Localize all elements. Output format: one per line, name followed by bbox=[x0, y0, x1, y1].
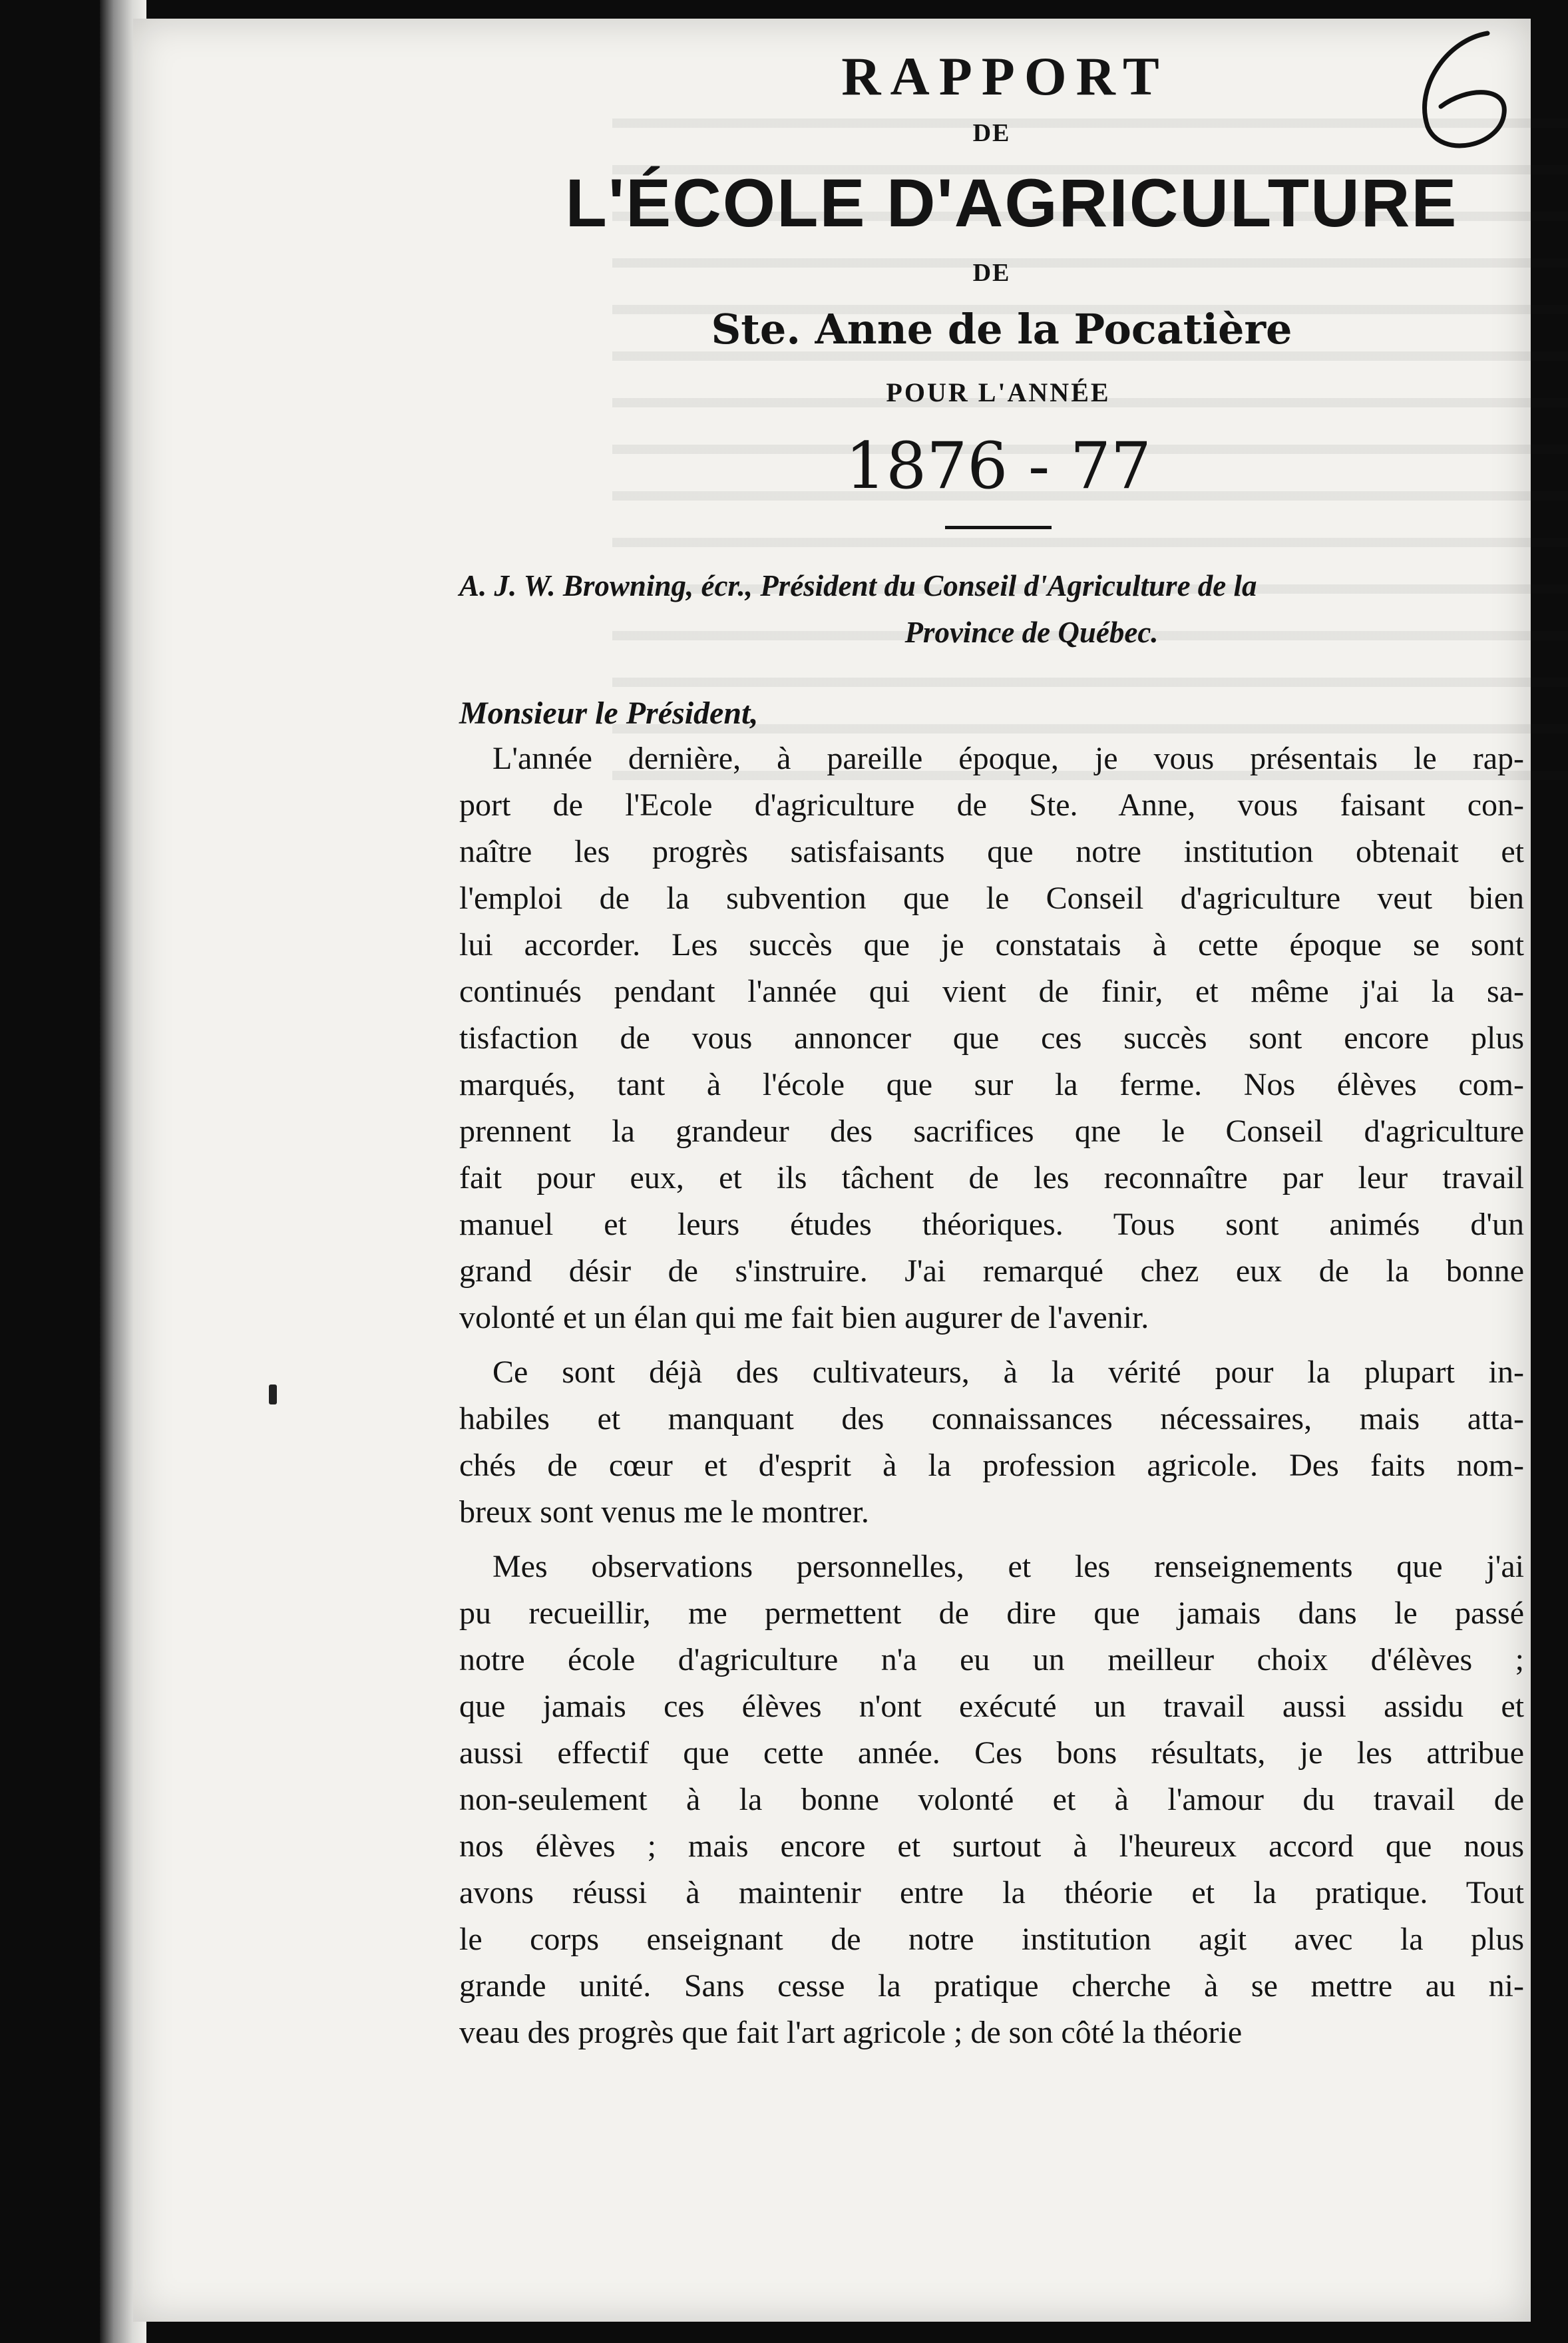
paragraph-line: port de l'Ecole d'agriculture de Ste. Anne, vous faisant con- bbox=[459, 787, 1524, 823]
addressee-line-1: A. J. W. Browning, écr., Président du Conseil d'Agriculture de la bbox=[459, 569, 1257, 602]
salutation: Monsieur le Président, bbox=[459, 696, 759, 731]
title-de-1: DE bbox=[972, 119, 1011, 147]
title-de-2: DE bbox=[972, 259, 1011, 287]
paragraph-line: continués pendant l'année qui vient de finir, et même j'ai la sa- bbox=[459, 974, 1524, 1009]
paragraph-line: L'année dernière, à pareille époque, je vous présentais le rap- bbox=[492, 741, 1524, 776]
title-ecole: L'ÉCOLE D'AGRICULTURE bbox=[565, 165, 1458, 241]
paragraph bbox=[459, 736, 1524, 1341]
paragraph-line: nos élèves ; mais encore et surtout à l'heureux accord que nous bbox=[459, 1828, 1524, 1864]
paragraph-line: notre école d'agriculture n'a eu un meilleur choix d'élèves ; bbox=[459, 1642, 1524, 1677]
paragraph-line: naître les progrès satisfaisants que notre institution obtenait et bbox=[459, 834, 1524, 869]
paragraph bbox=[459, 1544, 1524, 2056]
margin-ink-spot bbox=[269, 1384, 277, 1404]
paragraph-line: l'emploi de la subvention que le Conseil d'agriculture veut bien bbox=[459, 881, 1524, 916]
paragraph-line: breux sont venus me le montrer. bbox=[459, 1494, 869, 1530]
paragraph-line: le corps enseignant de notre institution agit avec la plus bbox=[459, 1922, 1524, 1957]
paragraph-line: que jamais ces élèves n'ont exécuté un travail aussi assidu et bbox=[459, 1689, 1524, 1724]
paragraph-line: volonté et un élan qui me fait bien augurer de l'avenir. bbox=[459, 1300, 1149, 1335]
paragraph-line: veau des progrès que fait l'art agricole ; de son côté la théorie bbox=[459, 2015, 1243, 2050]
paragraph-line: manuel et leurs études théoriques. Tous sont animés d'un bbox=[459, 1207, 1524, 1242]
addressee-line-2: Province de Québec. bbox=[904, 616, 1159, 649]
title-place: Ste. Anne de la Pocatière bbox=[711, 305, 1292, 353]
paragraph-line: lui accorder. Les succès que je constatais à cette époque se sont bbox=[459, 927, 1524, 962]
paragraph-line: grande unité. Sans cesse la pratique cherche à se mettre au ni- bbox=[459, 1968, 1524, 2004]
paragraph-line: pu recueillir, me permettent de dire que jamais dans le passé bbox=[459, 1596, 1524, 1631]
paragraph-line: habiles et manquant des connaissances nécessaires, mais atta- bbox=[459, 1401, 1524, 1436]
paragraph-line: avons réussi à maintenir entre la théorie et la pratique. Tout bbox=[459, 1875, 1524, 1910]
title-divider bbox=[945, 526, 1052, 529]
paragraph-line: chés de cœur et d'esprit à la profession agricole. Des faits nom- bbox=[459, 1448, 1524, 1483]
title-pour-annee: POUR L'ANNÉE bbox=[886, 377, 1111, 407]
paragraph-line: aussi effectif que cette année. Ces bons résultats, je les attribue bbox=[459, 1735, 1524, 1771]
paragraph-line: prennent la grandeur des sacrifices qne le Conseil d'agriculture bbox=[459, 1114, 1524, 1149]
paragraph-line: Ce sont déjà des cultivateurs, à la vérité pour la plupart in- bbox=[492, 1355, 1524, 1390]
title-rapport: RAPPORT bbox=[841, 46, 1169, 106]
letter-paragraphs bbox=[459, 736, 1524, 2056]
paragraph-line: Mes observations personnelles, et les renseignements que j'ai bbox=[492, 1549, 1524, 1584]
addressee-block bbox=[459, 562, 1524, 656]
title-year: 1876 - 77 bbox=[845, 429, 1151, 503]
paragraph-line: marqués, tant à l'école que sur la ferme. Nos élèves com- bbox=[459, 1067, 1524, 1102]
document-body bbox=[459, 40, 1524, 2064]
paragraph bbox=[459, 1349, 1524, 1536]
paragraph-line: tisfaction de vous annoncer que ces succès sont encore plus bbox=[459, 1020, 1524, 1056]
paragraph-line: fait pour eux, et ils tâchent de les reconnaître par leur travail bbox=[459, 1160, 1524, 1195]
paragraph-line: grand désir de s'instruire. J'ai remarqué chez eux de la bonne bbox=[459, 1253, 1524, 1289]
paragraph-line: non-seulement à la bonne volonté et à l'amour du travail de bbox=[459, 1782, 1524, 1817]
